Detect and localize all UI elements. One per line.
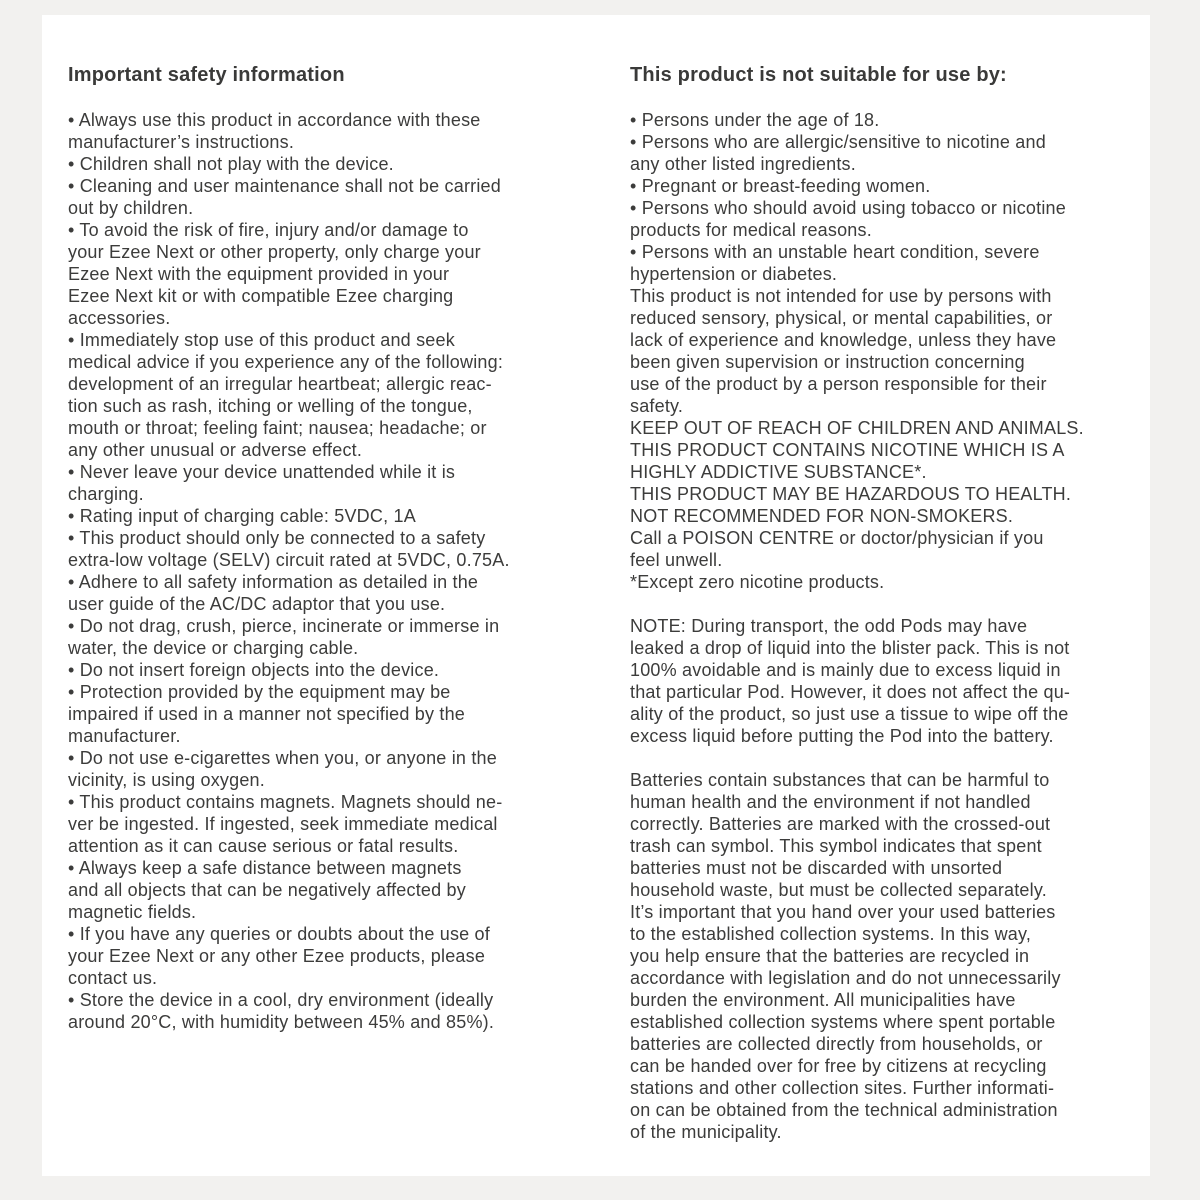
text-line: leaked a drop of liquid into the blister pack. This is not bbox=[630, 638, 1070, 658]
text-line: *Except zero nicotine products. bbox=[630, 572, 885, 592]
text-line: accordance with legislation and do not unnecessarily bbox=[630, 968, 1061, 988]
text-line: your Ezee Next or other property, only charge your bbox=[68, 242, 481, 262]
text-line: • Children shall not play with the device. bbox=[68, 154, 394, 174]
text-line: ality of the product, so just use a tissue to wipe off the bbox=[630, 704, 1069, 724]
battery-disposal-text-block bbox=[630, 769, 1140, 1143]
text-line: 100% avoidable and is mainly due to excess liquid in bbox=[630, 660, 1061, 680]
text-line: • Cleaning and user maintenance shall not be carried bbox=[68, 176, 501, 196]
text-line: established collection systems where spent portable bbox=[630, 1012, 1056, 1032]
text-line: excess liquid before putting the Pod into the battery. bbox=[630, 726, 1054, 746]
text-line: • Immediately stop use of this product and seek bbox=[68, 330, 455, 350]
not-suitable-column bbox=[630, 62, 1140, 1143]
text-line: • Protection provided by the equipment may be bbox=[68, 682, 451, 702]
text-line: of the municipality. bbox=[630, 1122, 782, 1142]
text-line: manufacturer’s instructions. bbox=[68, 132, 295, 152]
text-line: • This product should only be connected to a safety bbox=[68, 528, 486, 548]
text-line: feel unwell. bbox=[630, 550, 723, 570]
text-line: • To avoid the risk of fire, injury and/or damage to bbox=[68, 220, 469, 240]
text-line: THIS PRODUCT MAY BE HAZARDOUS TO HEALTH. bbox=[630, 484, 1072, 504]
text-line: tion such as rash, itching or welling of the tongue, bbox=[68, 396, 473, 416]
text-line: charging. bbox=[68, 484, 144, 504]
safety-information-column bbox=[68, 62, 578, 1033]
text-line: NOTE: During transport, the odd Pods may have bbox=[630, 616, 1028, 636]
text-line: accessories. bbox=[68, 308, 171, 328]
text-line: development of an irregular heartbeat; allergic reac- bbox=[68, 374, 492, 394]
text-line: • Persons who are allergic/sensitive to nicotine and bbox=[630, 132, 1046, 152]
text-line: can be handed over for free by citizens at recycling bbox=[630, 1056, 1047, 1076]
text-line: THIS PRODUCT CONTAINS NICOTINE WHICH IS A bbox=[630, 440, 1065, 460]
text-line: It’s important that you hand over your used batteries bbox=[630, 902, 1056, 922]
text-line: use of the product by a person responsible for their bbox=[630, 374, 1047, 394]
text-line: reduced sensory, physical, or mental capabilities, or bbox=[630, 308, 1053, 328]
transport-note-text-block bbox=[630, 615, 1140, 747]
text-line: Batteries contain substances that can be harmful to bbox=[630, 770, 1050, 790]
text-line: • This product contains magnets. Magnets should ne- bbox=[68, 792, 503, 812]
text-line: stations and other collection sites. Further informati- bbox=[630, 1078, 1055, 1098]
text-line: This product is not intended for use by persons with bbox=[630, 286, 1052, 306]
text-line: Ezee Next kit or with compatible Ezee charging bbox=[68, 286, 454, 306]
text-line: • Persons under the age of 18. bbox=[630, 110, 880, 130]
text-line: hypertension or diabetes. bbox=[630, 264, 838, 284]
text-line: contact us. bbox=[68, 968, 158, 988]
text-line: Ezee Next with the equipment provided in your bbox=[68, 264, 450, 284]
text-line: • Do not insert foreign objects into the device. bbox=[68, 660, 440, 680]
not-suitable-heading: This product is not suitable for use by: bbox=[630, 64, 1007, 86]
text-line: medical advice if you experience any of the following: bbox=[68, 352, 504, 372]
text-line: around 20°C, with humidity between 45% and 85%). bbox=[68, 1012, 495, 1032]
text-line: magnetic fields. bbox=[68, 902, 197, 922]
not-suitable-text-block bbox=[630, 109, 1140, 593]
text-line: any other unusual or adverse effect. bbox=[68, 440, 363, 460]
text-line: out by children. bbox=[68, 198, 194, 218]
text-line: attention as it can cause serious or fatal results. bbox=[68, 836, 459, 856]
text-line: impaired if used in a manner not specified by the bbox=[68, 704, 466, 724]
text-line: human health and the environment if not handled bbox=[630, 792, 1031, 812]
text-line: you help ensure that the batteries are recycled in bbox=[630, 946, 1030, 966]
text-line: that particular Pod. However, it does not affect the qu- bbox=[630, 682, 1071, 702]
text-line: burden the environment. All municipalities have bbox=[630, 990, 1016, 1010]
text-line: correctly. Batteries are marked with the crossed-out bbox=[630, 814, 1051, 834]
text-line: lack of experience and knowledge, unless they have bbox=[630, 330, 1057, 350]
text-line: • Persons with an unstable heart condition, severe bbox=[630, 242, 1040, 262]
text-line: extra-low voltage (SELV) circuit rated at 5VDC, 0.75A. bbox=[68, 550, 510, 570]
text-line: been given supervision or instruction concerning bbox=[630, 352, 1025, 372]
text-line: user guide of the AC/DC adaptor that you use. bbox=[68, 594, 446, 614]
document-card bbox=[42, 15, 1150, 1176]
text-line: vicinity, is using oxygen. bbox=[68, 770, 265, 790]
text-line: Call a POISON CENTRE or doctor/physician if you bbox=[630, 528, 1044, 548]
text-line: to the established collection systems. In this way, bbox=[630, 924, 1032, 944]
text-line: • Always use this product in accordance with these bbox=[68, 110, 481, 130]
text-line: • Do not use e-cigarettes when you, or anyone in the bbox=[68, 748, 497, 768]
text-line: NOT RECOMMENDED FOR NON-SMOKERS. bbox=[630, 506, 1014, 526]
text-line: • Do not drag, crush, pierce, incinerate or immerse in bbox=[68, 616, 500, 636]
text-line: batteries must not be discarded with unsorted bbox=[630, 858, 1003, 878]
text-line: safety. bbox=[630, 396, 684, 416]
text-line: household waste, but must be collected separately. bbox=[630, 880, 1047, 900]
text-line: your Ezee Next or any other Ezee products, please bbox=[68, 946, 486, 966]
text-line: water, the device or charging cable. bbox=[68, 638, 359, 658]
text-line: batteries are collected directly from households, or bbox=[630, 1034, 1043, 1054]
text-line: • Rating input of charging cable: 5VDC, 1A bbox=[68, 506, 416, 526]
text-line: • Persons who should avoid using tobacco or nicotine bbox=[630, 198, 1066, 218]
text-line: • Never leave your device unattended while it is bbox=[68, 462, 456, 482]
text-line: and all objects that can be negatively affected by bbox=[68, 880, 466, 900]
text-line: KEEP OUT OF REACH OF CHILDREN AND ANIMALS. bbox=[630, 418, 1084, 438]
text-line: HIGHLY ADDICTIVE SUBSTANCE*. bbox=[630, 462, 927, 482]
text-line: ver be ingested. If ingested, seek immediate medical bbox=[68, 814, 498, 834]
text-line: • Store the device in a cool, dry environment (ideally bbox=[68, 990, 494, 1010]
text-line: manufacturer. bbox=[68, 726, 181, 746]
text-line: • Adhere to all safety information as detailed in the bbox=[68, 572, 479, 592]
text-line: trash can symbol. This symbol indicates that spent bbox=[630, 836, 1042, 856]
text-line: • Pregnant or breast-feeding women. bbox=[630, 176, 931, 196]
safety-information-text-block bbox=[68, 109, 578, 1033]
text-line: • If you have any queries or doubts about the use of bbox=[68, 924, 490, 944]
safety-information-heading: Important safety information bbox=[68, 64, 345, 86]
text-line: any other listed ingredients. bbox=[630, 154, 856, 174]
text-line: • Always keep a safe distance between magnets bbox=[68, 858, 462, 878]
text-line: mouth or throat; feeling faint; nausea; headache; or bbox=[68, 418, 487, 438]
text-line: products for medical reasons. bbox=[630, 220, 872, 240]
text-line: on can be obtained from the technical administration bbox=[630, 1100, 1058, 1120]
